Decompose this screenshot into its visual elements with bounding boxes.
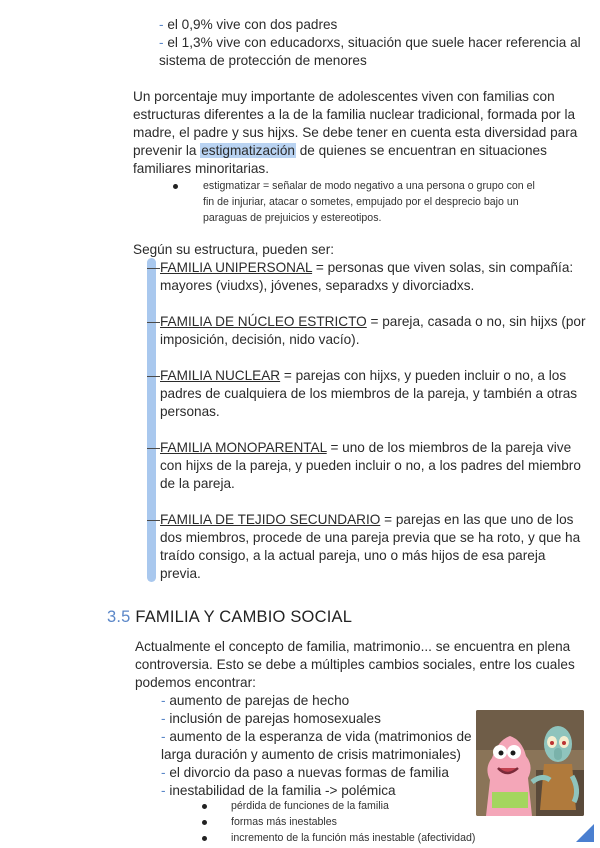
bullet-icon <box>202 836 207 841</box>
paragraph-line: familiares minoritarias. <box>133 161 269 176</box>
list-item: - aumento de parejas de hecho <box>161 693 350 708</box>
list-item: - el 0,9% vive con dos padres <box>159 17 338 32</box>
outline-tick <box>147 520 160 521</box>
list-item-continuation: sistema de protección de menores <box>159 53 367 68</box>
family-term: FAMILIA NUCLEAR <box>160 368 281 383</box>
definition-note-line: estigmatizar = señalar de modo negativo a una persona o grupo con el <box>203 180 535 192</box>
family-term: FAMILIA DE NÚCLEO ESTRICTO <box>160 314 367 329</box>
highlighted-term: estigmatización <box>201 143 295 158</box>
sub-bullet: incremento de la función más inestable (afectividad) <box>231 832 476 844</box>
family-term: FAMILIA UNIPERSONAL <box>160 260 313 275</box>
section-heading <box>107 606 352 628</box>
list-item: - aumento de la esperanza de vida (matrimonios de <box>161 729 472 744</box>
structure-intro: Según su estructura, pueden ser: <box>133 242 335 257</box>
outline-tick <box>147 448 160 449</box>
list-item: - inestabilidad de la familia -> polémica <box>161 783 396 798</box>
bullet-icon <box>202 820 207 825</box>
family-term: FAMILIA MONOPARENTAL <box>160 440 327 455</box>
list-item-continuation: larga duración y aumento de crisis matrimoniales) <box>161 747 461 762</box>
list-item: - inclusión de parejas homosexuales <box>161 711 381 726</box>
family-term: FAMILIA DE TEJIDO SECUNDARIO <box>160 512 381 527</box>
list-item: - el 1,3% vive con educadorxs, situación que suele hacer referencia al <box>159 35 581 50</box>
page-corner-icon <box>576 824 594 842</box>
section-title: FAMILIA Y CAMBIO SOCIAL <box>135 608 353 626</box>
list-item: - el divorcio da paso a nuevas formas de familia <box>161 765 449 780</box>
definition-note-line: fin de injuriar, atacar o sometes, empujado por el desprecio bajo un <box>203 196 519 208</box>
bullet-icon <box>202 804 207 809</box>
bullet-icon <box>173 184 178 189</box>
definition-note-line: paraguas de prejuicios y estereotipos. <box>203 212 382 224</box>
outline-tick <box>147 268 160 269</box>
cartoon-illustration <box>476 710 584 816</box>
sub-bullet: formas más inestables <box>231 816 337 828</box>
outline-tick <box>147 322 160 323</box>
section-number: 3.5 <box>107 608 131 626</box>
outline-bar <box>147 258 156 582</box>
outline-tick <box>147 376 160 377</box>
sub-bullet: pérdida de funciones de la familia <box>231 800 389 812</box>
paragraph-line: estructuras diferentes a la de la familia nuclear tradicional, formada por la <box>133 107 576 122</box>
paragraph-line: madre, el padre y sus hijxs. Se debe tener en cuenta esta diversidad para <box>133 125 578 140</box>
cartoon-image <box>476 710 584 816</box>
paragraph-line: prevenir la estigmatización de quienes se encuentran en situaciones <box>133 143 547 158</box>
paragraph-line: Un porcentaje muy importante de adolescentes viven con familias con <box>133 89 555 104</box>
